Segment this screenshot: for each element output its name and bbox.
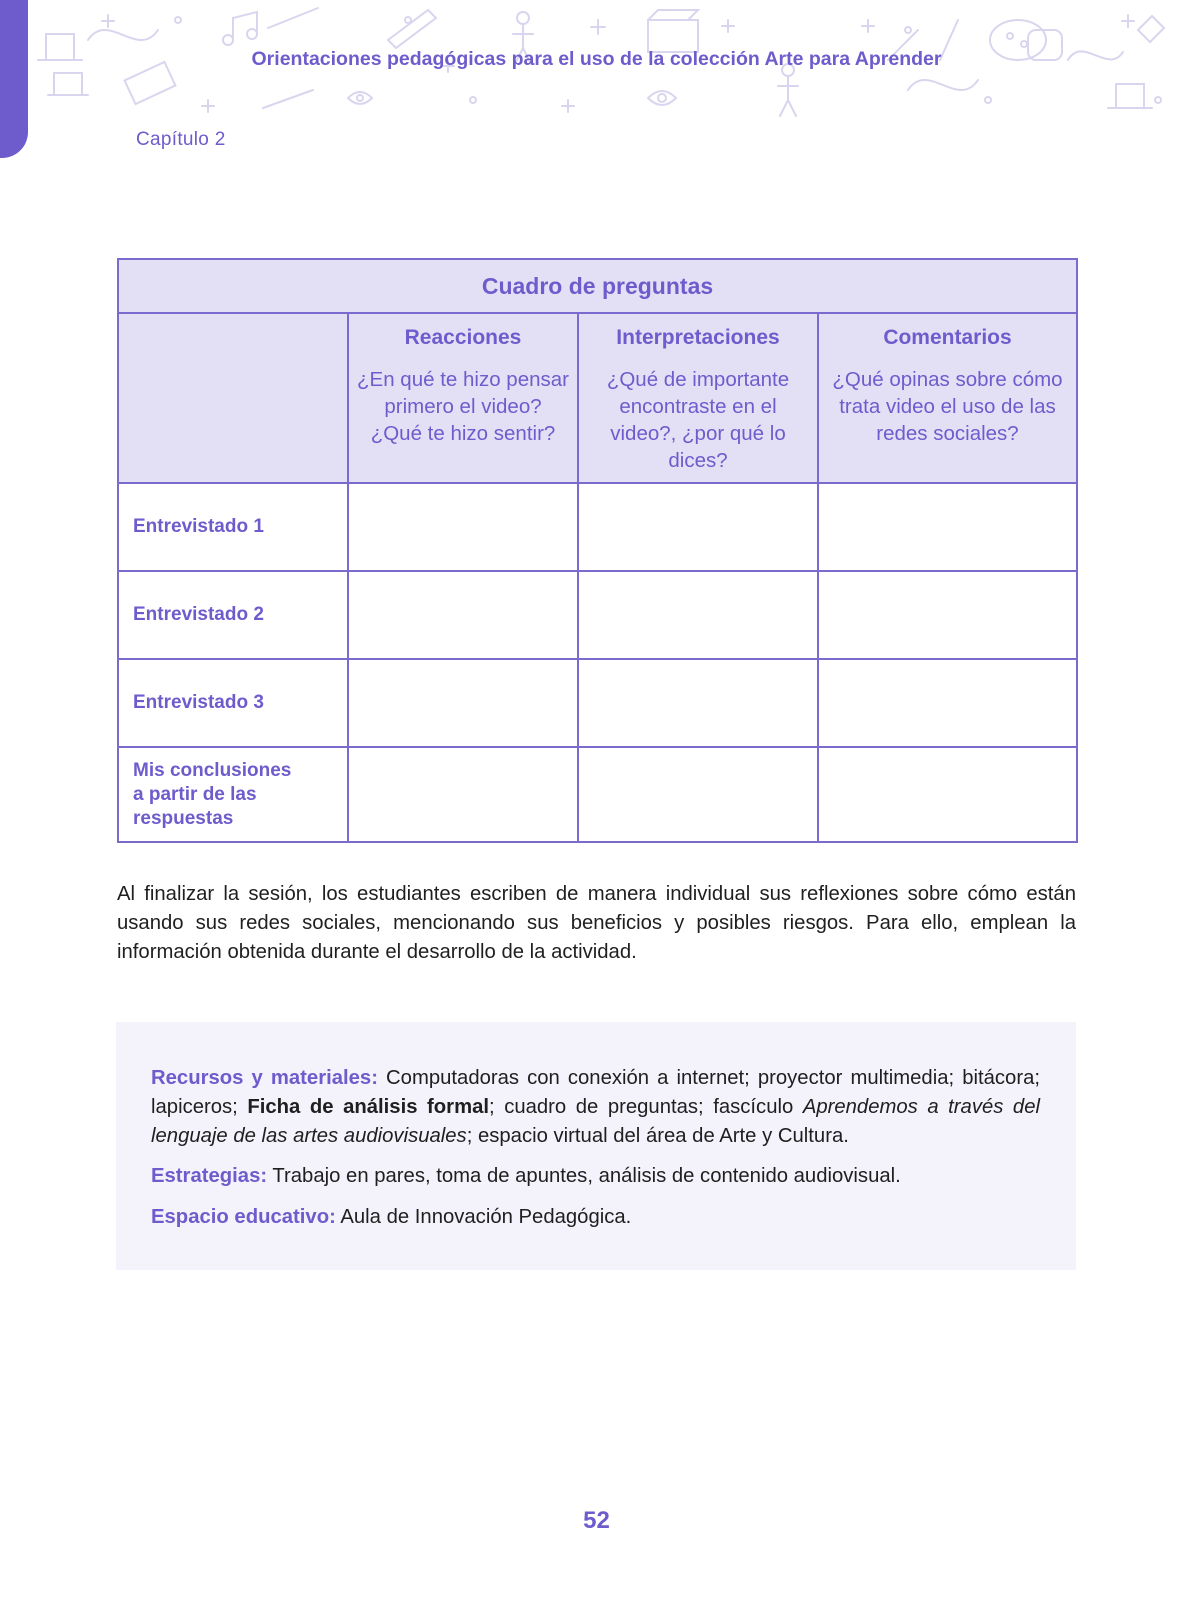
column-title: Comentarios — [883, 326, 1012, 349]
answer-cell — [818, 483, 1077, 571]
resources-paragraph — [151, 1064, 1040, 1151]
table-row — [118, 483, 1077, 571]
space-text: Aula de Innovación Pedagógica. — [340, 1206, 632, 1228]
resources-text: ; espacio virtual del área de Arte y Cultura. — [466, 1125, 849, 1147]
column-header-comentarios — [818, 313, 1077, 483]
header-corner-cell — [118, 313, 348, 483]
resources-italic-text: Aprendemos a través del lenguaje de las artes audiovisuales — [151, 1096, 1040, 1147]
table-row — [118, 571, 1077, 659]
row-label: Entrevistado 3 — [118, 659, 348, 747]
resources-box — [116, 1022, 1076, 1270]
table-row — [118, 659, 1077, 747]
answer-cell — [578, 571, 818, 659]
answer-cell — [348, 571, 578, 659]
strategies-label: Estrategias: — [151, 1165, 268, 1187]
answer-cell — [818, 747, 1077, 842]
answer-cell — [818, 659, 1077, 747]
answer-cell — [348, 483, 578, 571]
column-question: ¿Qué de importante encontraste en el video?, ¿por qué lo dices? — [606, 368, 790, 472]
space-label: Espacio educativo: — [151, 1206, 336, 1228]
side-tab-marker — [0, 0, 28, 158]
column-header-interpretaciones — [578, 313, 818, 483]
space-paragraph — [151, 1203, 1040, 1232]
row-label: Mis conclusiones a partir de las respuestas — [118, 747, 348, 842]
row-label: Entrevistado 2 — [118, 571, 348, 659]
strategies-paragraph — [151, 1162, 1040, 1191]
answer-cell — [348, 659, 578, 747]
column-header-reacciones — [348, 313, 578, 483]
column-title: Reacciones — [404, 326, 522, 349]
table-title: Cuadro de preguntas — [118, 259, 1077, 313]
strategies-text: Trabajo en pares, toma de apuntes, análisis de contenido audiovisual. — [272, 1165, 901, 1187]
answer-cell — [578, 747, 818, 842]
answer-cell — [578, 483, 818, 571]
answer-cell — [348, 747, 578, 842]
resources-bold-text: Ficha de análisis formal — [247, 1096, 490, 1118]
resources-text: ; cuadro de preguntas; fascículo — [489, 1096, 794, 1118]
questions-table — [117, 258, 1078, 843]
column-title: Interpretaciones — [616, 326, 780, 349]
column-question: ¿Qué opinas sobre cómo trata video el uso de las redes sociales? — [832, 368, 1063, 445]
column-question: ¿En qué te hizo pensar primero el video? ¿Qué te hizo sentir? — [357, 368, 569, 445]
page-number: 52 — [583, 1507, 610, 1534]
closing-paragraph: Al finalizar la sesión, los estudiantes escriben de manera individual sus reflexiones sobre cómo están usando sus redes sociales, mencionando sus beneficios y posibles riesgos. Para ello, emplean la información obtenida durante el desarrollo de la actividad. — [117, 883, 1076, 963]
resources-label: Recursos y materiales: — [151, 1067, 378, 1089]
answer-cell — [818, 571, 1077, 659]
running-title: Orientaciones pedagógicas para el uso de la colección Arte para Aprender — [251, 48, 942, 70]
row-label: Entrevistado 1 — [118, 483, 348, 571]
table-row — [118, 747, 1077, 842]
resources-text: Computadoras con conexión a internet; proyector multimedia; bitácora; lapiceros; — [151, 1067, 1040, 1118]
answer-cell — [578, 659, 818, 747]
chapter-label: Capítulo 2 — [136, 129, 226, 150]
